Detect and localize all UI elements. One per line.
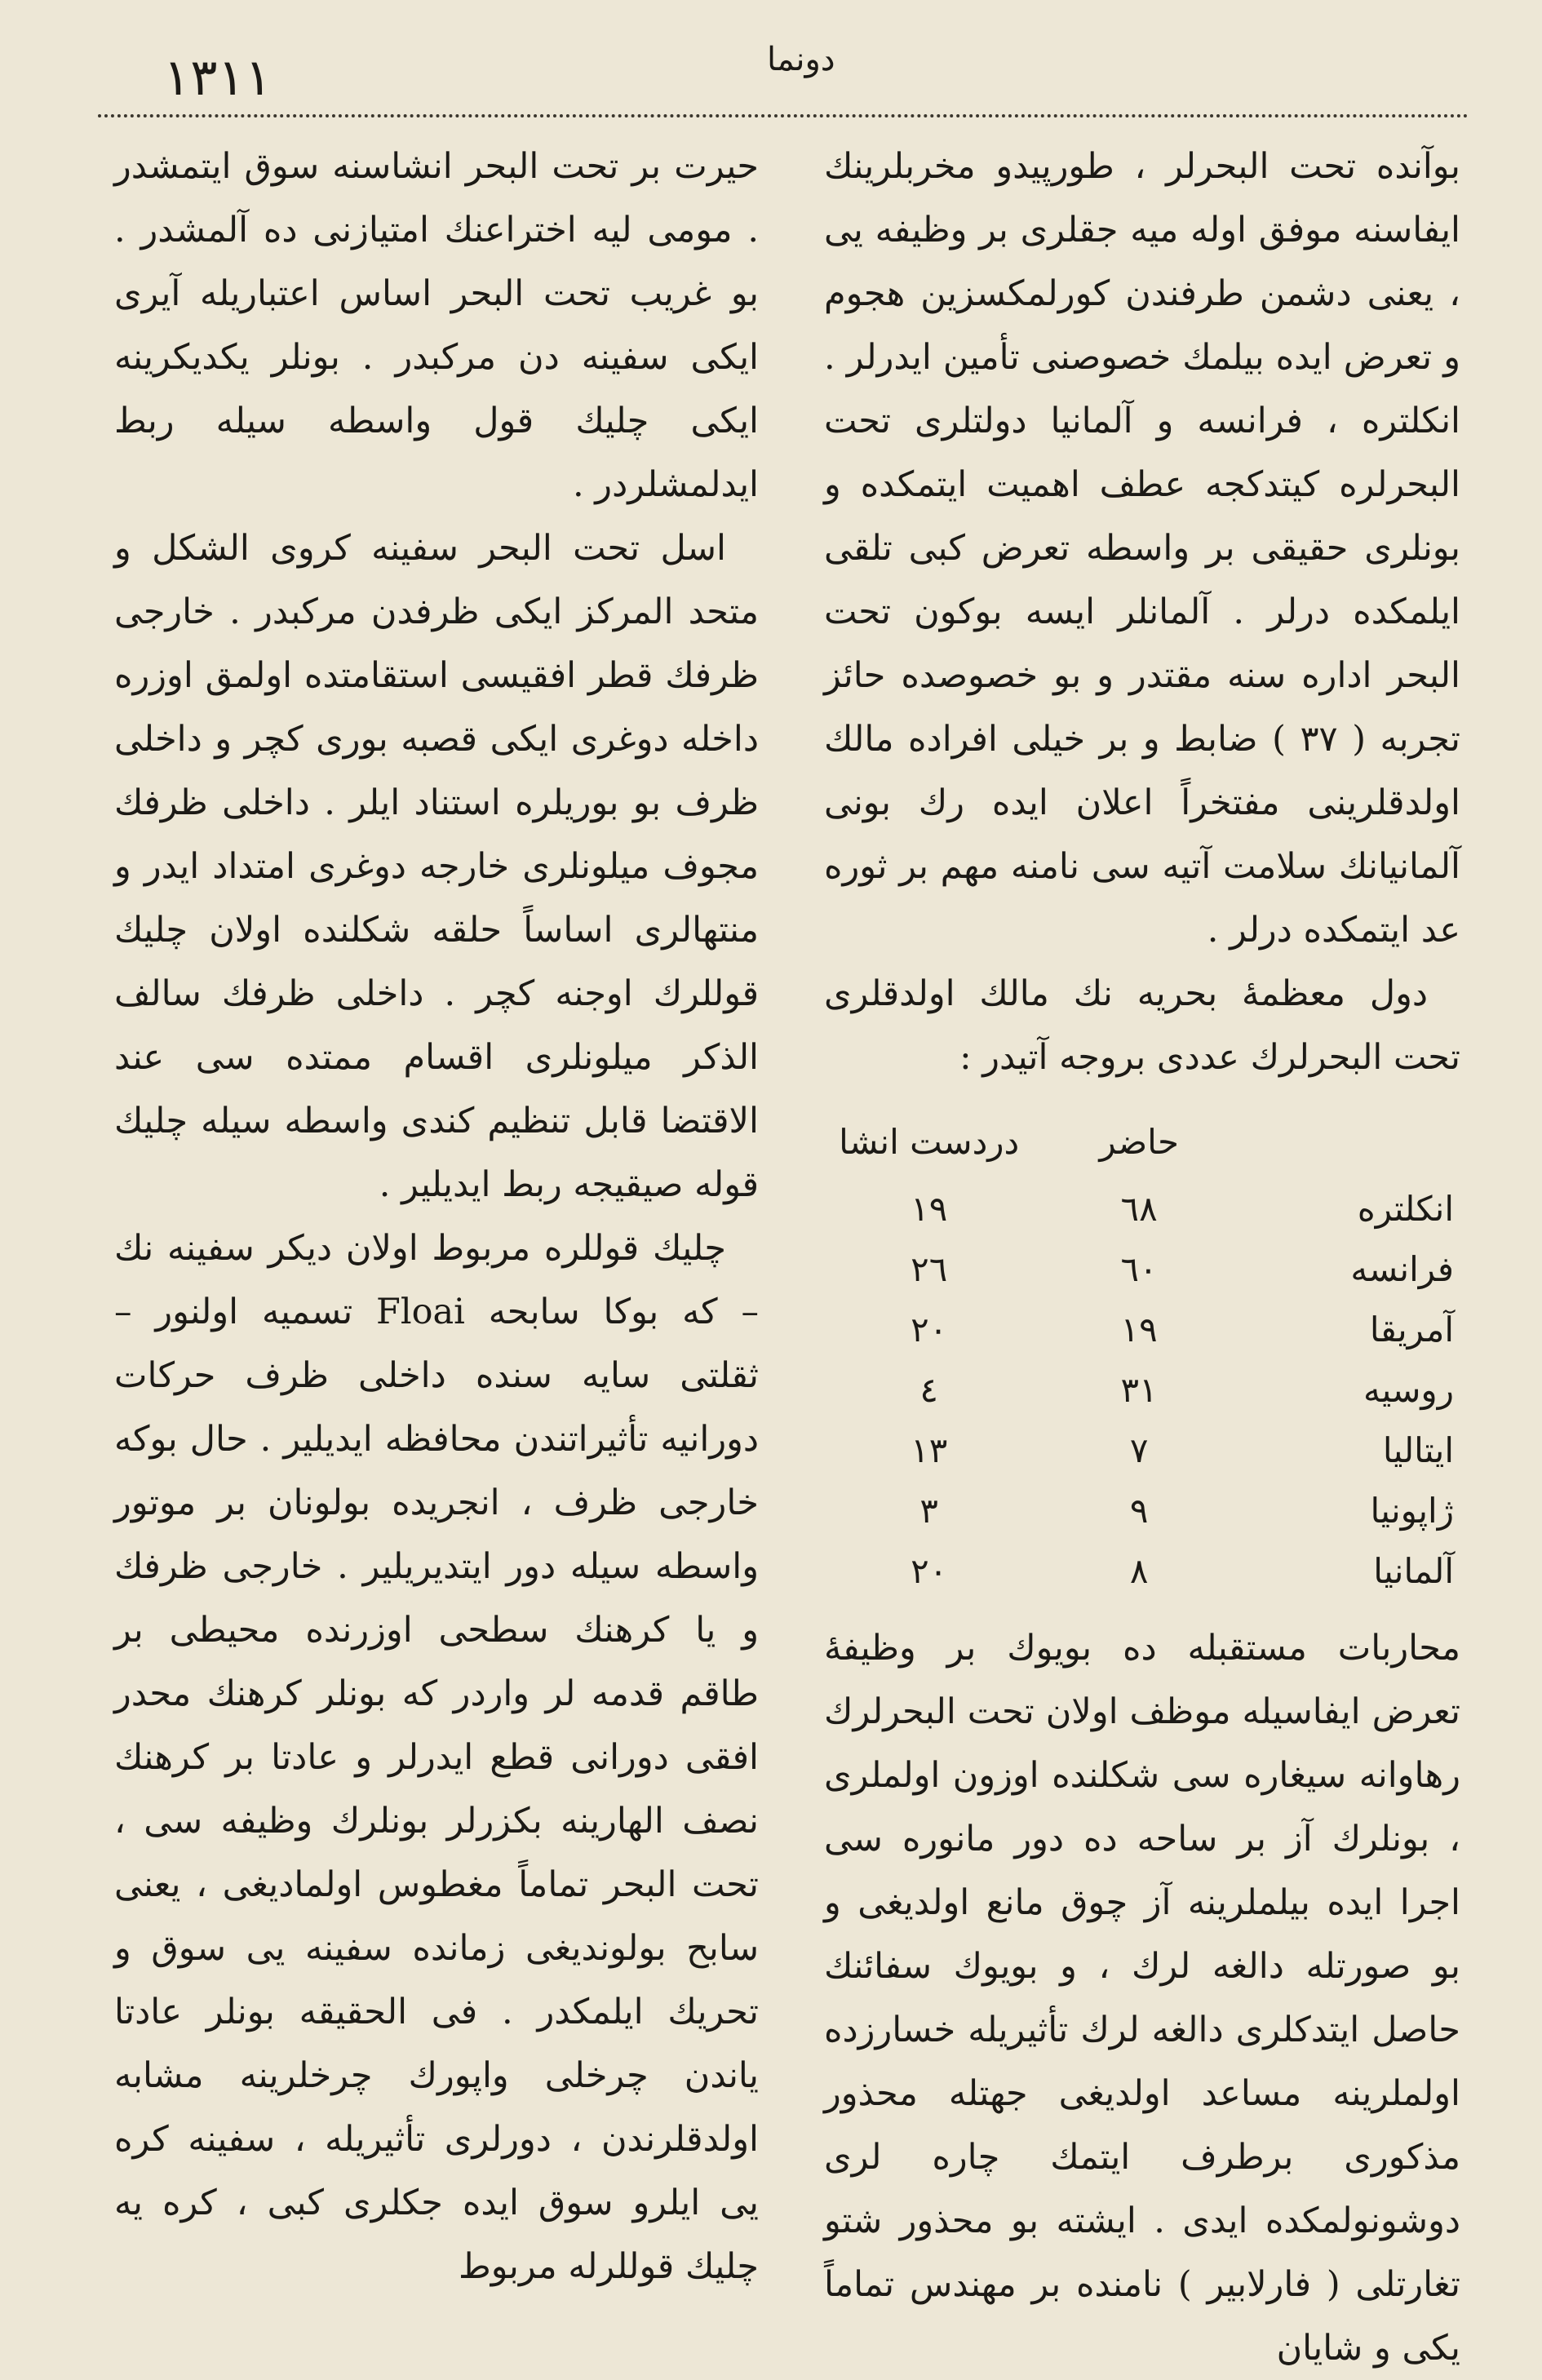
table-header-building: دردست انشا: [839, 1122, 1020, 1162]
page-header: [98, 33, 1485, 114]
present-cell: ١٩: [1120, 1310, 1158, 1350]
building-cell: ٤: [919, 1370, 938, 1410]
table-row: [824, 1239, 1460, 1300]
building-cell: ٢٠: [911, 1551, 948, 1591]
header-dotted-rule: [98, 114, 1469, 117]
left-column: [114, 135, 759, 2287]
country-cell: ژاپونيا: [1370, 1491, 1454, 1531]
table-header-present: حاضر: [1099, 1122, 1179, 1162]
present-cell: ٦٨: [1120, 1189, 1158, 1229]
present-cell: ٣١: [1120, 1370, 1158, 1410]
building-cell: ١٣: [911, 1430, 948, 1470]
paragraph: اسل تحت البحر سفينه كروى الشكل و متحد المركز ايكى ظرفدن مركبدر . خارجى ظرفك قطر افقيسى استقامتده اولمق اوزره داخله دوغرى ايكى قصبه بورى كچر و داخلى ظرف بو بوريلره استناد ايلر . داخلى ظرفك مجوف ميلونلرى خارجه دوغرى امتداد ايدر و منتهالرى اساساً حلقه شكلنده اولان چليك قوللرك اوجنه كچر . داخلى ظرفك سالف الذكر ميلونلرى اقسام ممتده سى عند الاقتضا قابل تنظيم كندى واسطه سيله چليك قوله صيقيجه ربط ايديلير .: [114, 528, 759, 1205]
table-row: [824, 1420, 1460, 1481]
present-cell: ٩: [1129, 1491, 1149, 1531]
paragraph: حيرت بر تحت البحر انشاسنه سوق ايتمشدر . مومى ليه اختراعنك امتيازنى ده آلمشدر . بو غريب تحت البحر اساس اعتباريله آيرى ايكى سفينه دن مركبدر . بونلر يكديكرينه ايكى چليك قول واسطه سيله ربط ايدلمشلردر .: [114, 146, 759, 505]
building-cell: ١٩: [911, 1189, 948, 1229]
country-cell: آلمانيا: [1373, 1551, 1454, 1591]
table-row: [824, 1481, 1460, 1541]
table-row: [824, 1541, 1460, 1602]
present-cell: ٦٠: [1120, 1249, 1158, 1289]
country-cell: روسيه: [1363, 1370, 1454, 1410]
country-cell: فرانسه: [1350, 1249, 1454, 1289]
submarine-fleet-table: [824, 1106, 1460, 1602]
paragraph: چليك قوللره مربوط اولان ديكر سفينه نك – كه بوكا سابحه Floai تسميه اولنور – ثقلتى سايه سنده داخلى ظرف حركات دورانيه تأثيراتندن محافظه ايديلير . حال بوكه خارجى ظرف ، انجريده بولونان بر موتور واسطه سيله دور ايتديريلير . خارجى ظرفك و يا كرهنك سطحى اوزرنده محيطى بر طاقم قدمه لر واردر كه بونلر كرهنك محدر افقى دورانى قطع ايدرلر و عادتا بر كرهنك نصف الهارينه بكزرلر بونلرك وظيفه سى ، تحت البحر تماماً مغطوس اولماديغى ، يعنى سابح بولونديغى زمانده سفينه يى سوق و تحريك ايلمكدر . فى الحقيقه بونلر عادتا ياندن چرخلى واپورك چرخلرينه مشابه اولدقلرندن ، دورلرى تأثيريله ، سفينه كره يى ايلرو سوق ايده جكلرى كبى ، كره يه چليك قوللرله مربوط: [114, 1228, 759, 2287]
table-row: [824, 1300, 1460, 1360]
country-cell: آمريقا: [1369, 1310, 1454, 1350]
country-cell: انكلتره: [1357, 1189, 1454, 1229]
table-header-country: [1244, 1106, 1460, 1179]
page-number: ١٣١١: [163, 47, 273, 107]
running-title: دونما: [767, 41, 835, 78]
paragraph: محاربات مستقبله ده بويوك بر وظيفۀ تعرض ايفاسيله موظف اولان تحت البحرلرك رهاوانه سيغاره سى شكلنده اوزون اولملرى ، بونلرك آز بر ساحه ده دور مانوره سى اجرا ايده بيلملرينه آز چوق مانع اولديغى و بو صورتله دالغه لرك ، و بويوك سفائنك حاصل ايتدكلرى دالغه لرك تأثيريله خسارزده اولملرينه مساعد اولديغى جهتله محذور مذكورى برطرف ايتمك چاره لرى دوشونولمكده ايدى . ايشته بو محذور شتو تغارتلى ( فارلابير ) نامنده بر مهندس تماماً يكى و شايان: [824, 1628, 1460, 2369]
paragraph: دول معظمۀ بحريه نك مالك اولدقلرى تحت البحرلرك عددى بروجه آتيدر :: [824, 973, 1460, 1078]
present-cell: ٨: [1129, 1551, 1149, 1591]
right-column: [824, 135, 1460, 2369]
building-cell: ٢٠: [911, 1310, 948, 1350]
table-header-row: [824, 1106, 1460, 1179]
present-cell: ٧: [1129, 1430, 1149, 1470]
table-row: [824, 1360, 1460, 1420]
paragraph: بوآنده تحت البحرلر ، طورپيدو مخربلرينك ايفاسنه موفق اوله ميه جقلرى بر وظيفه يى ، يعنى دشمن طرفندن كورلمكسزين هجوم و تعرض ايده بيلمك خصوصنى تأمين ايدرلر . انكلتره ، فرانسه و آلمانيا دولتلرى تحت البحرلره كيتدكجه عطف اهميت ايتمكده و بونلرى حقيقى بر واسطه تعرض كبى تلقى ايلمكده درلر . آلمانلر ايسه بوكون تحت البحر اداره سنه مقتدر و بو خصوصده حائز تجربه ( ٣٧ ) ضابط و بر خيلى افراده مالك اولدقلرينى مفتخراً اعلان ايده رك بونى آلمانيانك سلامت آتيه سى نامنه مهم بر ثوره عد ايتمكده درلر .: [824, 146, 1460, 951]
building-cell: ٣: [919, 1491, 938, 1531]
building-cell: ٢٦: [911, 1249, 948, 1289]
country-cell: ايتاليا: [1382, 1430, 1454, 1470]
table-row: [824, 1179, 1460, 1239]
